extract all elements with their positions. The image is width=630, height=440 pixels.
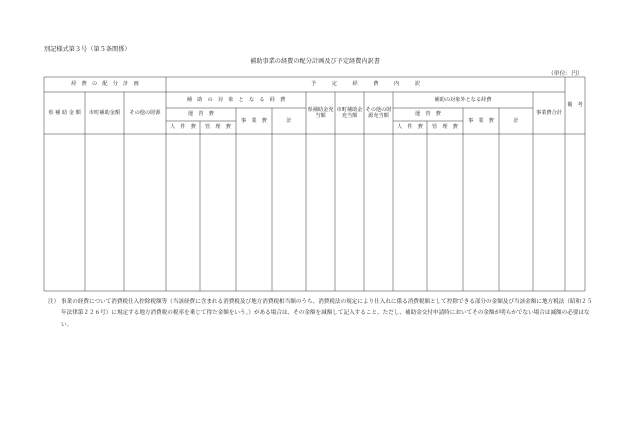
- city-subsidy-amount-header: 市町補助金額: [88, 109, 121, 116]
- ineligible-management-header: 管 理 費: [432, 124, 458, 131]
- pref-subsidy-amount-header: 県 補 助 金 額: [48, 109, 81, 116]
- document-title: 補助事業の経費の配分計画及び予定経費内訳書: [250, 58, 380, 65]
- eligible-subtotal-header: 計: [286, 117, 292, 124]
- form-number-label: 別記様式第３号（第５条関係）: [44, 46, 131, 53]
- unit-label: （単位：円）: [548, 71, 583, 77]
- other-funding-header: その他の財源: [129, 109, 161, 116]
- city-subsidy-share-header: 市町補助金充当額: [336, 106, 363, 119]
- footnote-mark: 注）: [48, 299, 60, 305]
- remarks-header: 備 考: [567, 102, 583, 109]
- expense-breakdown-header: 予 定 経 費 内 訳: [311, 81, 420, 88]
- ineligible-operating-cost-header: 運 営 費: [415, 111, 441, 118]
- other-source-share-header: その他の財源充当額: [365, 106, 392, 119]
- footnote-text: 事業の経費について消費税仕入控除税額等（当該経費に含まれる消費税及び地方消費税相当額のうち、消費税法の規定により仕入れに係る消費税額として控除できる部分の金額及び当該金額に地方税法（昭和２５年法律第２２６号）に規定する地方消費税の税率を乗じて得た金額をいう。）がある場合は、その金額を減額して記入すること。ただし、補助金交付申請時においてその金額が明らかでない場合は減額の必要はない。: [61, 299, 593, 328]
- allocation-plan-header: 経 費 の 配 分 計 画: [71, 81, 139, 88]
- ineligible-expenses-header: 補助の対象外となる経費: [434, 96, 492, 103]
- total-project-cost-header: 事業費合計: [536, 109, 562, 116]
- eligible-expenses-header: 補 助 の 対 象 と な る 経 費: [186, 96, 286, 103]
- eligible-management-header: 管 理 費: [205, 124, 231, 131]
- eligible-personnel-header: 人 件 費: [170, 124, 196, 131]
- table-body-entry-area: [44, 134, 585, 291]
- ineligible-subtotal-header: 計: [513, 117, 519, 124]
- ineligible-personnel-header: 人 件 費: [397, 124, 423, 131]
- ineligible-project-cost-header: 事 業 費: [468, 117, 494, 124]
- eligible-operating-cost-header: 運 営 費: [188, 111, 214, 118]
- eligible-project-cost-header: 事 業 費: [241, 117, 267, 124]
- pref-subsidy-share-header: 県補助金充当額: [307, 106, 334, 119]
